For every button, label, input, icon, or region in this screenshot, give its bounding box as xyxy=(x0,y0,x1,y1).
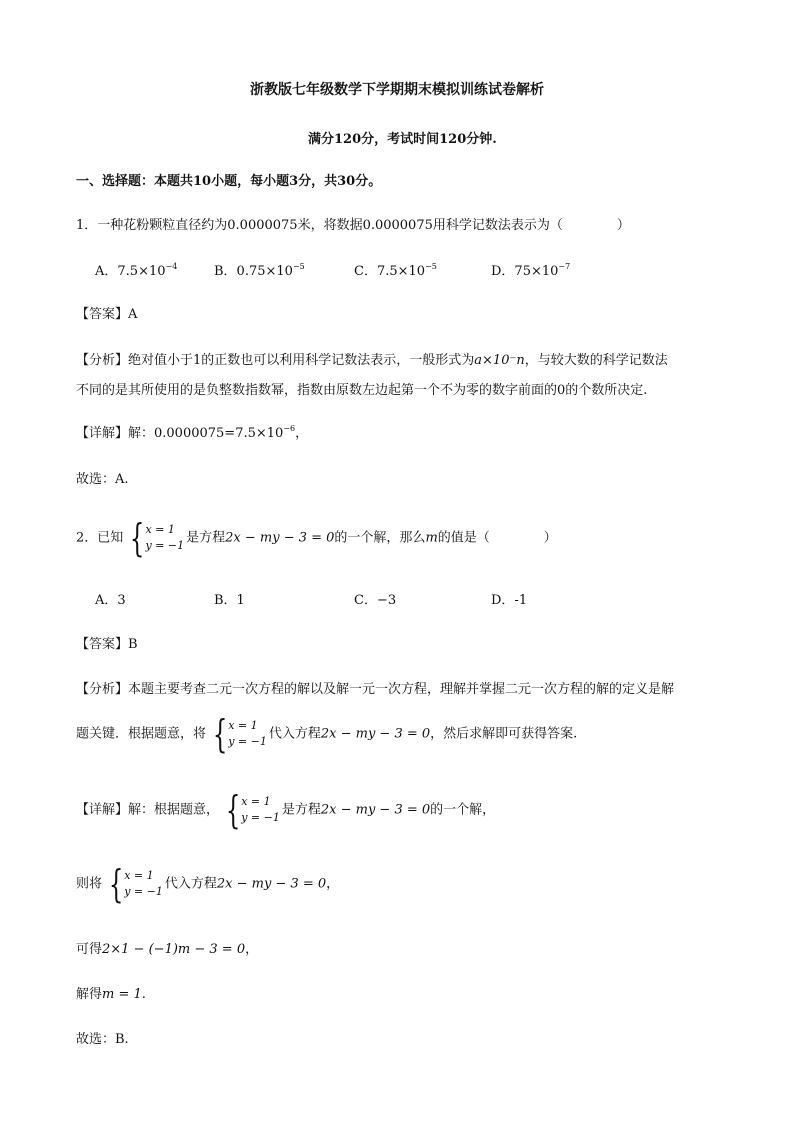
q2-option-c: C．−3 xyxy=(354,593,397,608)
q2-step1: 则将 {x = 1 y = −1 代入方程2x − my − 3 = 0， xyxy=(76,861,340,906)
q2-option-a: A．3 xyxy=(95,593,126,608)
q2-option-d: D．-1 xyxy=(491,593,528,608)
q2-system: {x = 1 y = −1 xyxy=(130,515,185,560)
q1-analysis-formula: a×10⁻n xyxy=(474,353,525,368)
q1-analysis-line1: 【分析】绝对值小于1的正数也可以利用科学记数法表示，一般形式为a×10⁻n，与较大数的科学记数法 xyxy=(76,353,668,368)
q1-option-b: B．$0.75\times 10^{-5}$ xyxy=(214,262,305,279)
q1-stem-close: ） xyxy=(616,218,630,233)
q2-step2: 可得2×1 − (−1)m − 3 = 0， xyxy=(76,942,259,957)
q2-step3: 解得m = 1. xyxy=(76,987,146,1002)
q1-answer: 【答案】A xyxy=(76,307,138,322)
q2-answer: 【答案】B xyxy=(76,637,138,652)
q2-analysis-line1: 【分析】本题主要考查二元一次方程的解以及解一元一次方程，理解并掌握二元一次方程的解的定义是解 xyxy=(76,682,675,697)
q1-stem xyxy=(76,216,630,236)
q1-option-a: A．$7.5\times 10^{-4}$ xyxy=(95,262,178,279)
q1-choose: 故选：A. xyxy=(76,472,129,487)
q2-stem: 2．已知 {x = 1 y = −1 是方程2x − my − 3 = 0的一个解，那么m的值是（ ） xyxy=(76,515,557,560)
q1-option-d: D．$75\times 10^{-7}$ xyxy=(491,262,571,279)
page-title: 浙教版七年级数学下学期期末模拟训练试卷解析 xyxy=(250,82,544,98)
q2-option-b: B．1 xyxy=(214,593,245,608)
q2-equation: 2x − my − 3 = 0 xyxy=(225,530,335,546)
q2-system: {x = 1 y = −1 xyxy=(108,861,163,906)
q1-option-c: C．$7.5\times 10^{-5}$ xyxy=(354,262,437,279)
q2-system: {x = 1 y = −1 xyxy=(212,711,267,756)
q1-detail: 【详解】解：$0.0000075=7.5\times 10^{-6}$， xyxy=(76,424,309,441)
q2-choose: 故选：B. xyxy=(76,1032,129,1047)
q2-detail: 【详解】解：根据题意， {x = 1 y = −1 是方程2x − my − 3 = 0的一个解， xyxy=(76,787,496,832)
q1-analysis-line2: 不同的是其所使用的是负整数指数幂，指数由原数左边起第一个不为零的数字前面的0的个数所决定. xyxy=(76,383,648,398)
q2-analysis-line2: 题关键．根据题意，将 {x = 1 y = −1 代入方程2x − my − 3 = 0，然后求解即可获得答案. xyxy=(76,711,578,756)
section-heading: 一、选择题：本题共10小题，每小题3分，共30分。 xyxy=(76,174,382,189)
q1-stem-text: 1．一种花粉颗粒直径约为0.0000075米，将数据0.0000075用科学记数法表示为（ xyxy=(76,218,563,233)
page-subtitle: 满分120分，考试时间120分钟. xyxy=(308,132,497,147)
q2-system: {x = 1 y = −1 xyxy=(225,787,280,832)
